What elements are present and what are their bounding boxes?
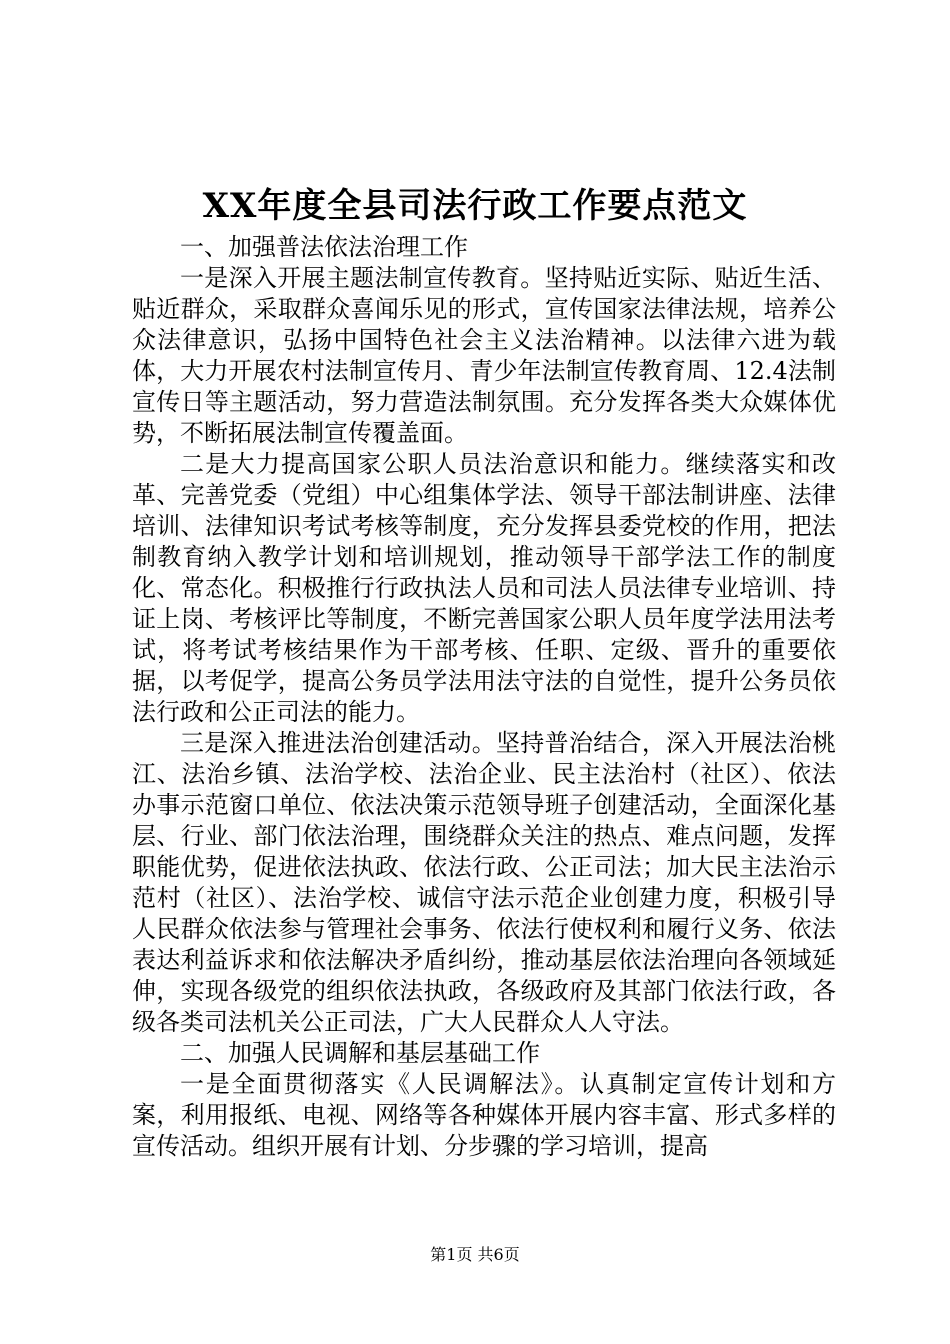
document-title: XX年度全县司法行政工作要点范文 <box>202 186 748 226</box>
section-heading-1: 一、加强普法依法治理工作 <box>180 233 468 261</box>
section-1-paragraph-3: 三是深入推进法治创建活动。坚持普治结合，深入开展法治桃江、法治乡镇、法治学校、法治企业、民主法治村（社区）、依法办事示范窗口单位、依法决策示范领导班子创建活动，全面深化基层、行业、部门依法治理，围绕群众关注的热点、难点问题，发挥职能优势，促进依法执政、依法行政、公正司法；加大民主法治示范村（社区）、法治学校、诚信守法示范企业创建力度，积极引导人民群众依法参与管理社会事务、依法行使权利和履行义务、依法表达利益诉求和依法解决矛盾纠纷，推动基层依法治理向各领域延伸，实现各级党的组织依法执政，各级政府及其部门依法行政，各级各类司法机关公正司法，广大人民群众人人守法。 <box>132 729 836 1036</box>
document-body <box>132 232 836 1162</box>
section-1-paragraph-2: 二是大力提高国家公职人员法治意识和能力。继续落实和改革、完善党委（党组）中心组集体学法、领导干部法制讲座、法律培训、法律知识考试考核等制度，充分发挥县委党校的作用，把法制教育纳入教学计划和培训规划，推动领导干部学法工作的制度化、常态化。积极推行行政执法人员和司法人员法律专业培训、持证上岗、考核评比等制度，不断完善国家公职人员年度学法用法考试，将考试考核结果作为干部考核、任职、定级、晋升的重要依据，以考促学，提高公务员学法用法守法的自觉性，提升公务员依法行政和公正司法的能力。 <box>132 450 836 726</box>
page-footer: 第1页 共6页 <box>430 1245 520 1264</box>
section-2-paragraph-1: 一是全面贯彻落实《人民调解法》。认真制定宣传计划和方案，利用报纸、电视、网络等各种媒体开展内容丰富、形式多样的宣传活动。组织开展有计划、分步骤的学习培训，提高 <box>132 1070 836 1160</box>
section-heading-2: 二、加强人民调解和基层基础工作 <box>180 1039 540 1067</box>
section-1-paragraph-1: 一是深入开展主题法制宣传教育。坚持贴近实际、贴近生活、贴近群众，采取群众喜闻乐见的形式，宣传国家法律法规，培养公众法律意识，弘扬中国特色社会主义法治精神。以法律六进为载体，大力开展农村法制宣传月、青少年法制宣传教育周、12.4法制宣传日等主题活动，努力营造法制氛围。充分发挥各类大众媒体优势，不断拓展法制宣传覆盖面。 <box>132 264 836 447</box>
